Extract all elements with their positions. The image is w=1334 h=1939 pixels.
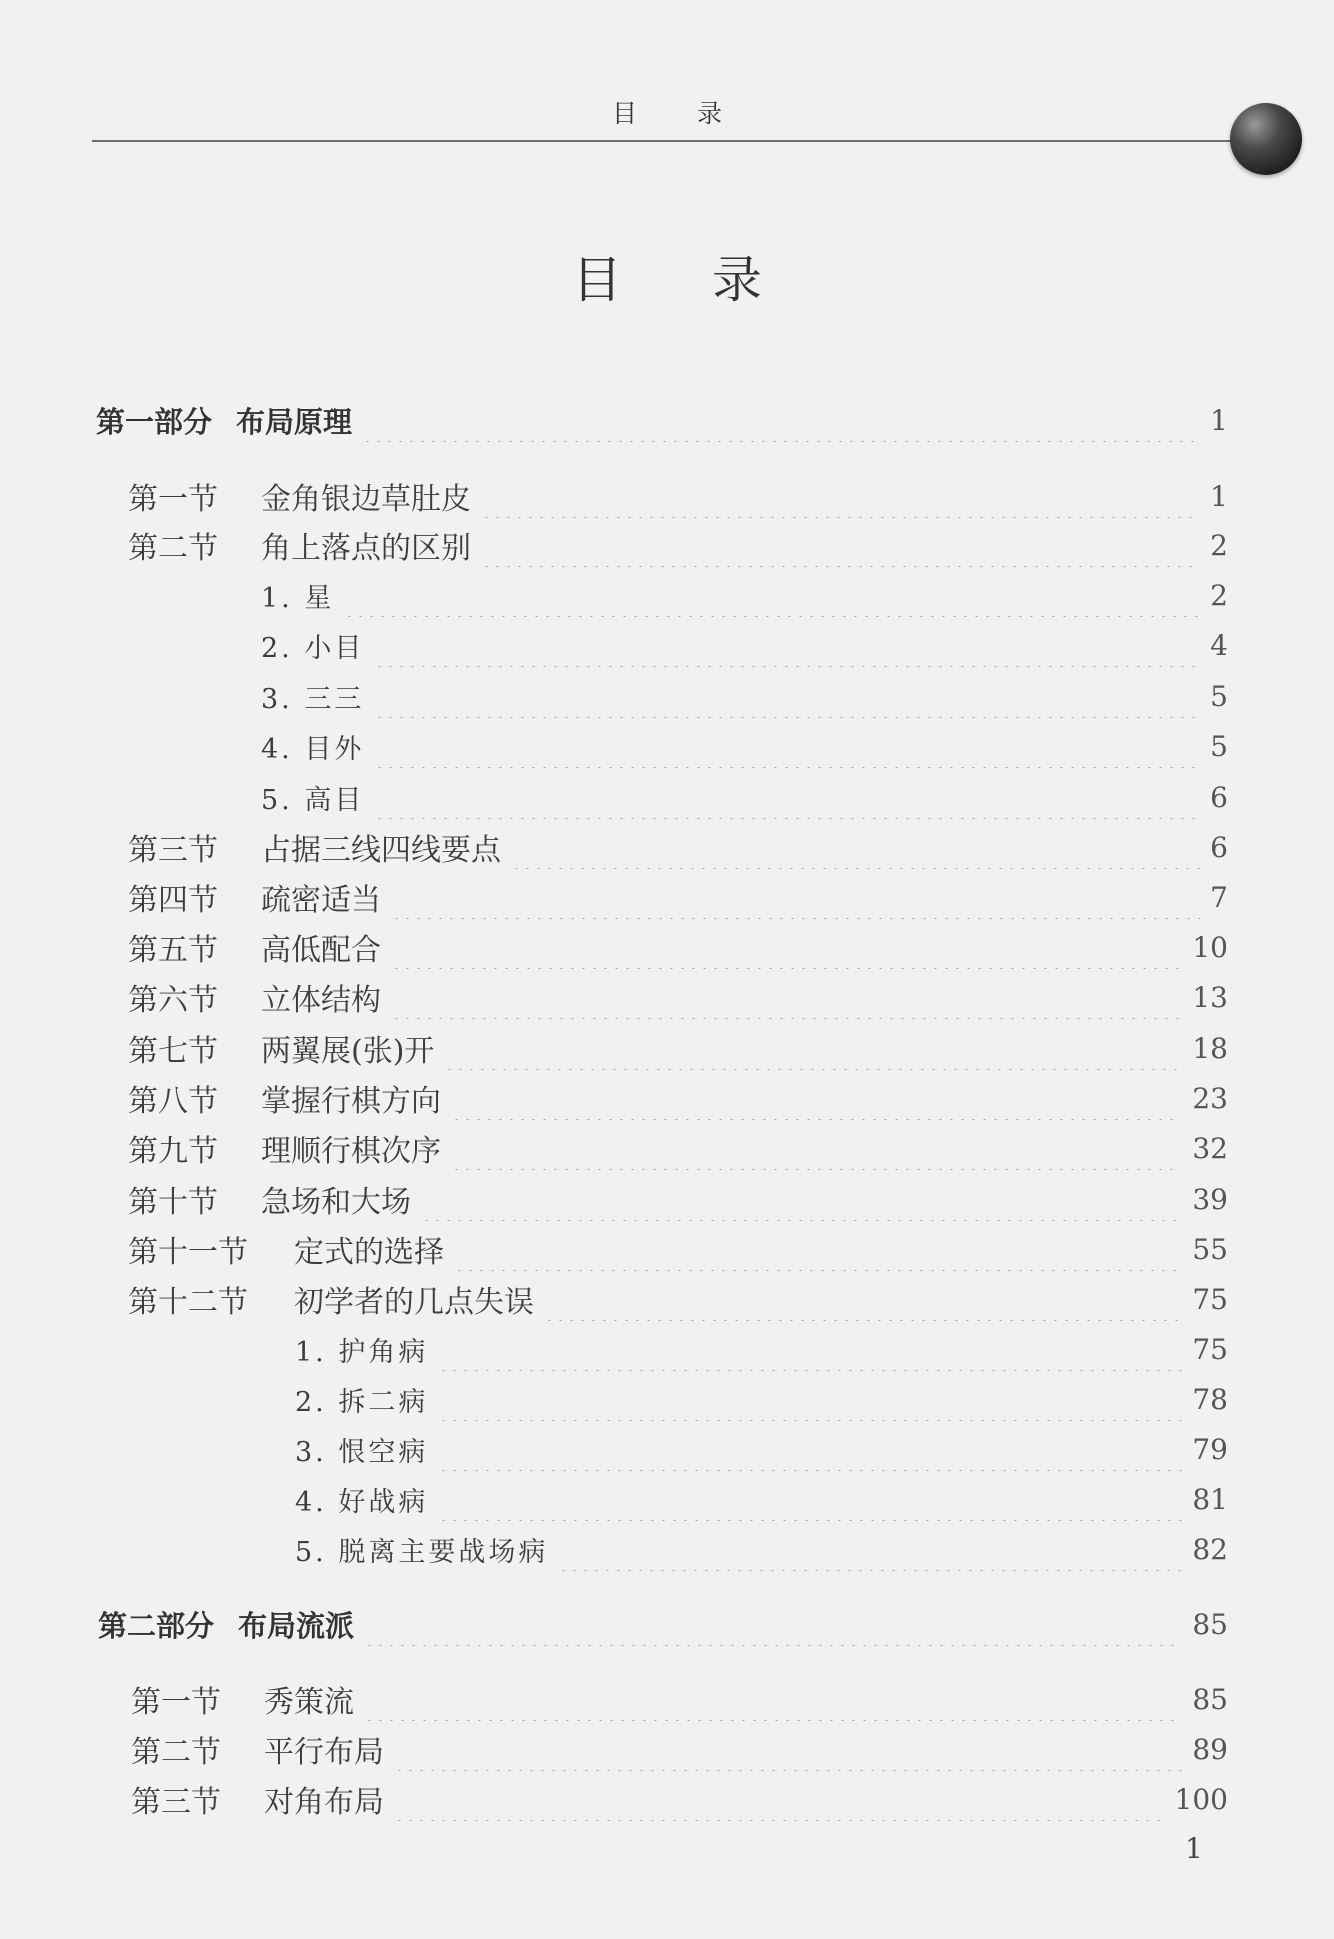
toc-section-number: 第八节 — [128, 1084, 218, 1119]
toc-section-number: 第一节 — [128, 482, 218, 517]
toc-section-entry[interactable] — [128, 1177, 1228, 1221]
toc-section-entry[interactable] — [128, 825, 1228, 869]
toc-section-entry[interactable] — [128, 925, 1228, 969]
page-folio-number: 1 — [1185, 1832, 1203, 1865]
toc-leader-dots — [374, 674, 1200, 718]
toc-section-entry[interactable] — [131, 1727, 1228, 1771]
toc-leader-dots — [421, 1177, 1182, 1221]
toc-section-entry[interactable] — [128, 1126, 1228, 1170]
toc-leader-dots — [481, 523, 1200, 567]
toc-page-number: 78 — [1192, 1382, 1228, 1416]
toc-section-entry[interactable] — [131, 1677, 1228, 1721]
toc-page-number: 75 — [1192, 1332, 1228, 1366]
toc-item-title: 1. 护角病 — [295, 1336, 429, 1368]
toc-section-number: 第六节 — [128, 983, 218, 1018]
toc-page-number: 6 — [1210, 830, 1228, 864]
toc-section-entry[interactable] — [128, 875, 1228, 919]
toc-part-number: 第一部分 — [96, 404, 213, 439]
toc-leader-dots — [374, 623, 1200, 667]
toc-page-number: 2 — [1210, 528, 1228, 562]
toc-page-number: 23 — [1192, 1081, 1228, 1115]
toc-section-title: 两翼展(张)开 — [261, 1034, 435, 1069]
toc-section-entry[interactable] — [128, 523, 1228, 567]
toc-leader-dots — [374, 775, 1200, 819]
toc-page-number: 32 — [1192, 1131, 1228, 1165]
toc-page-number: 89 — [1192, 1732, 1228, 1766]
toc-item-title: 5. 脱离主要战场病 — [295, 1536, 549, 1568]
toc-part-title: 布局原理 — [236, 404, 353, 439]
toc-item-entry[interactable] — [261, 775, 1228, 819]
toc-section-number: 第九节 — [128, 1134, 218, 1169]
toc-page-number: 1 — [1210, 479, 1228, 513]
toc-section-number: 第十一节 — [128, 1235, 248, 1270]
toc-part-number: 第二部分 — [98, 1608, 215, 1643]
toc-page-number: 55 — [1192, 1232, 1228, 1266]
toc-item-entry[interactable] — [261, 573, 1228, 617]
toc-section-number: 第二节 — [131, 1735, 221, 1770]
toc-section-title: 秀策流 — [264, 1685, 354, 1720]
toc-leader-dots — [438, 1477, 1182, 1521]
toc-item-entry[interactable] — [261, 724, 1228, 768]
toc-page-number: 5 — [1210, 679, 1228, 713]
toc-section-number: 第十二节 — [128, 1285, 248, 1320]
toc-leader-dots — [444, 1026, 1182, 1070]
toc-item-entry[interactable] — [261, 674, 1228, 718]
toc-section-entry[interactable] — [131, 1777, 1228, 1821]
toc-page-number: 4 — [1210, 628, 1228, 662]
toc-section-title: 疏密适当 — [261, 883, 381, 918]
toc-leader-dots — [362, 398, 1200, 442]
toc-section-title: 角上落点的区别 — [261, 531, 471, 566]
toc-page-number: 1 — [1210, 403, 1228, 437]
running-head-char-1: 目 — [611, 99, 637, 128]
toc-part-entry[interactable] — [96, 398, 1228, 442]
toc-leader-dots — [451, 1126, 1182, 1170]
toc-section-entry[interactable] — [128, 1076, 1228, 1120]
toc-page-number: 13 — [1192, 980, 1228, 1014]
toc-page-number: 6 — [1210, 780, 1228, 814]
toc-item-title: 3. 恨空病 — [295, 1436, 429, 1468]
toc-leader-dots — [391, 975, 1182, 1019]
toc-section-number: 第二节 — [128, 531, 218, 566]
toc-section-entry[interactable] — [128, 975, 1228, 1019]
toc-page-number: 82 — [1192, 1532, 1228, 1566]
toc-item-title: 3. 三三 — [261, 683, 365, 715]
page-title-char-2: 录 — [712, 251, 762, 309]
toc-leader-dots — [391, 875, 1200, 919]
toc-item-title: 4. 好战病 — [295, 1486, 429, 1518]
toc-item-title: 1. 星 — [261, 582, 335, 614]
toc-section-title: 占据三线四线要点 — [261, 833, 501, 868]
toc-part-title: 布局流派 — [238, 1608, 355, 1643]
toc-page-number: 75 — [1192, 1282, 1228, 1316]
toc-section-number: 第七节 — [128, 1034, 218, 1069]
toc-page-number: 18 — [1192, 1031, 1228, 1065]
toc-item-entry[interactable] — [295, 1427, 1228, 1471]
toc-item-title: 2. 拆二病 — [295, 1386, 429, 1418]
toc-section-title: 高低配合 — [261, 933, 381, 968]
toc-leader-dots — [438, 1427, 1182, 1471]
toc-leader-dots — [394, 1727, 1182, 1771]
toc-section-number: 第四节 — [128, 883, 218, 918]
toc-leader-dots — [374, 724, 1200, 768]
running-head-char-2: 录 — [697, 99, 723, 128]
toc-leader-dots — [394, 1777, 1165, 1821]
toc-leader-dots — [364, 1602, 1182, 1646]
toc-page-number: 10 — [1192, 930, 1228, 964]
toc-section-title: 立体结构 — [261, 983, 381, 1018]
toc-item-title: 2. 小目 — [261, 632, 365, 664]
toc-part-entry[interactable] — [98, 1602, 1228, 1646]
toc-section-entry[interactable] — [128, 1026, 1228, 1070]
toc-leader-dots — [481, 474, 1200, 518]
toc-page-number: 7 — [1210, 880, 1228, 914]
toc-section-number: 第一节 — [131, 1685, 221, 1720]
toc-leader-dots — [344, 573, 1200, 617]
toc-page-number: 2 — [1210, 578, 1228, 612]
toc-section-entry[interactable] — [128, 1227, 1228, 1271]
toc-page-number: 85 — [1192, 1682, 1228, 1716]
toc-section-entry[interactable] — [128, 1277, 1228, 1321]
toc-section-number: 第三节 — [131, 1785, 221, 1820]
toc-section-title: 初学者的几点失误 — [294, 1285, 534, 1320]
toc-item-entry[interactable] — [261, 623, 1228, 667]
toc-item-entry[interactable] — [295, 1327, 1228, 1371]
toc-section-number: 第五节 — [128, 933, 218, 968]
toc-leader-dots — [451, 1076, 1182, 1120]
toc-section-title: 理顺行棋次序 — [261, 1134, 441, 1169]
toc-page-number: 81 — [1192, 1482, 1228, 1516]
toc-item-title: 4. 目外 — [261, 733, 365, 765]
toc-page-number: 100 — [1174, 1782, 1228, 1816]
toc-item-entry[interactable] — [295, 1377, 1228, 1421]
toc-section-title: 急场和大场 — [261, 1185, 411, 1220]
toc-page-number: 79 — [1192, 1432, 1228, 1466]
toc-section-number: 第三节 — [128, 833, 218, 868]
toc-page-number: 39 — [1192, 1182, 1228, 1216]
toc-leader-dots — [544, 1277, 1182, 1321]
toc-section-title: 对角布局 — [264, 1785, 384, 1820]
toc-leader-dots — [511, 825, 1200, 869]
toc-section-title: 定式的选择 — [294, 1235, 444, 1270]
toc-item-title: 5. 高目 — [261, 784, 365, 816]
toc-section-title: 金角银边草肚皮 — [261, 482, 471, 517]
toc-leader-dots — [558, 1527, 1182, 1571]
toc-leader-dots — [438, 1377, 1182, 1421]
toc-item-entry[interactable] — [295, 1477, 1228, 1521]
toc-section-title: 掌握行棋方向 — [261, 1084, 441, 1119]
toc-section-number: 第十节 — [128, 1185, 218, 1220]
toc-page-number: 85 — [1192, 1607, 1228, 1641]
toc-leader-dots — [454, 1227, 1182, 1271]
toc-page-number: 5 — [1210, 729, 1228, 763]
page-title-char-1: 目 — [572, 251, 622, 309]
toc-leader-dots — [438, 1327, 1182, 1371]
toc-section-entry[interactable] — [128, 474, 1228, 518]
toc-leader-dots — [364, 1677, 1182, 1721]
toc-leader-dots — [391, 925, 1182, 969]
toc-item-entry[interactable] — [295, 1527, 1228, 1571]
toc-section-title: 平行布局 — [264, 1735, 384, 1770]
